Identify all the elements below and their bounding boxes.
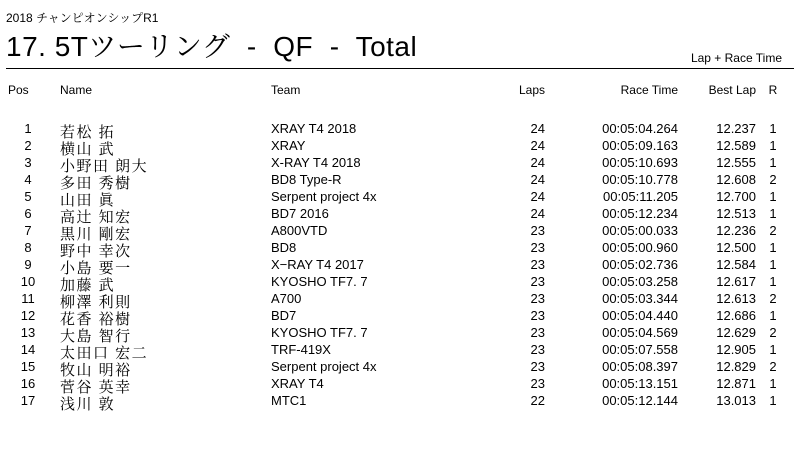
table-row bbox=[0, 308, 800, 328]
cell-pos: 5 bbox=[24, 189, 32, 204]
cell-race-time: 00:05:02.736 bbox=[602, 257, 678, 272]
table-row bbox=[0, 121, 800, 141]
cell-best-lap: 12.700 bbox=[716, 189, 756, 204]
cell-name: 菅谷 英幸 bbox=[60, 379, 132, 396]
cell-pos: 11 bbox=[21, 291, 35, 306]
cell-name: 牧山 明裕 bbox=[60, 362, 132, 379]
col-header-best-lap: Best Lap bbox=[708, 83, 756, 97]
cell-laps: 23 bbox=[530, 274, 545, 289]
col-header-r: R bbox=[768, 83, 778, 97]
table-row bbox=[0, 325, 800, 345]
cell-laps: 22 bbox=[530, 393, 545, 408]
results-table bbox=[0, 121, 800, 413]
col-header-team: Team bbox=[271, 83, 301, 97]
cell-r: 1 bbox=[769, 376, 777, 391]
cell-laps: 23 bbox=[530, 257, 545, 272]
cell-team: BD8 Type-R bbox=[271, 172, 342, 187]
cell-pos: 1 bbox=[24, 121, 32, 136]
col-header-race-time: Race Time bbox=[620, 83, 678, 97]
cell-laps: 24 bbox=[530, 206, 545, 221]
cell-pos: 16 bbox=[20, 376, 36, 391]
cell-laps: 24 bbox=[530, 121, 545, 136]
cell-name: 浅川 敦 bbox=[60, 396, 116, 413]
cell-team: XRAY bbox=[271, 138, 306, 153]
table-header bbox=[0, 83, 800, 100]
cell-r: 1 bbox=[769, 138, 777, 153]
table-row bbox=[0, 342, 800, 362]
table-row bbox=[0, 393, 800, 413]
cell-name: 山田 眞 bbox=[60, 192, 116, 209]
cell-pos: 4 bbox=[24, 172, 32, 187]
cell-pos: 13 bbox=[20, 325, 36, 340]
cell-race-time: 00:05:03.344 bbox=[602, 291, 678, 306]
cell-pos: 14 bbox=[20, 342, 36, 357]
cell-laps: 23 bbox=[530, 342, 545, 357]
cell-name: 黒川 剛宏 bbox=[60, 226, 132, 243]
cell-team: XRAY T4 2018 bbox=[271, 121, 357, 136]
cell-team: BD7 2016 bbox=[271, 206, 329, 221]
cell-best-lap: 12.237 bbox=[716, 121, 756, 136]
table-row bbox=[0, 257, 800, 277]
cell-r: 2 bbox=[769, 172, 777, 187]
cell-name: 小島 要一 bbox=[60, 260, 132, 277]
page-title: 17. 5Tツーリング - QF - Total bbox=[6, 31, 418, 62]
cell-laps: 24 bbox=[530, 189, 545, 204]
cell-laps: 23 bbox=[530, 359, 545, 374]
cell-best-lap: 12.500 bbox=[716, 240, 756, 255]
cell-pos: 9 bbox=[24, 257, 32, 272]
cell-laps: 23 bbox=[530, 291, 545, 306]
cell-pos: 10 bbox=[20, 274, 36, 289]
col-header-name: Name bbox=[60, 83, 93, 97]
cell-pos: 17 bbox=[20, 393, 36, 408]
cell-pos: 8 bbox=[24, 240, 32, 255]
table-row bbox=[0, 189, 800, 209]
cell-best-lap: 12.513 bbox=[716, 206, 756, 221]
cell-r: 1 bbox=[769, 393, 777, 408]
cell-pos: 12 bbox=[20, 308, 36, 323]
cell-team: KYOSHO TF7. 7 bbox=[271, 325, 368, 340]
cell-team: BD7 bbox=[271, 308, 297, 323]
cell-laps: 23 bbox=[530, 240, 545, 255]
table-row bbox=[0, 274, 800, 294]
cell-r: 1 bbox=[769, 342, 777, 357]
cell-race-time: 00:05:13.151 bbox=[602, 376, 678, 391]
cell-r: 1 bbox=[769, 240, 777, 255]
cell-r: 2 bbox=[769, 223, 777, 238]
cell-laps: 23 bbox=[530, 308, 545, 323]
cell-pos: 2 bbox=[24, 138, 32, 153]
table-row bbox=[0, 291, 800, 311]
cell-laps: 24 bbox=[530, 155, 545, 170]
cell-best-lap: 12.871 bbox=[716, 376, 756, 391]
cell-best-lap: 12.629 bbox=[716, 325, 756, 340]
table-row bbox=[0, 223, 800, 243]
cell-name: 高辻 知宏 bbox=[60, 209, 132, 226]
cell-race-time: 00:05:04.440 bbox=[602, 308, 678, 323]
cell-pos: 3 bbox=[24, 155, 32, 170]
cell-team: KYOSHO TF7. 7 bbox=[271, 274, 368, 289]
table-row bbox=[0, 359, 800, 379]
cell-team: A700 bbox=[271, 291, 302, 306]
cell-team: A800VTD bbox=[271, 223, 328, 238]
cell-best-lap: 12.905 bbox=[716, 342, 756, 357]
cell-team: MTC1 bbox=[271, 393, 307, 408]
cell-race-time: 00:05:11.205 bbox=[603, 189, 678, 204]
cell-r: 1 bbox=[769, 189, 777, 204]
cell-best-lap: 12.555 bbox=[716, 155, 756, 170]
cell-race-time: 00:05:12.234 bbox=[602, 206, 678, 221]
cell-team: X−RAY T4 2017 bbox=[271, 257, 364, 272]
cell-r: 2 bbox=[769, 359, 777, 374]
cell-r: 1 bbox=[769, 155, 777, 170]
cell-race-time: 00:05:03.258 bbox=[602, 274, 678, 289]
cell-laps: 23 bbox=[530, 223, 545, 238]
cell-name: 若松 拓 bbox=[60, 124, 116, 141]
cell-name: 太田口 宏二 bbox=[60, 345, 149, 362]
cell-pos: 15 bbox=[20, 359, 36, 374]
cell-best-lap: 12.608 bbox=[716, 172, 756, 187]
cell-r: 1 bbox=[769, 257, 777, 272]
cell-r: 2 bbox=[769, 291, 777, 306]
cell-name: 横山 武 bbox=[60, 141, 116, 158]
cell-team: X-RAY T4 2018 bbox=[271, 155, 361, 170]
cell-laps: 23 bbox=[530, 376, 545, 391]
cell-laps: 24 bbox=[530, 172, 545, 187]
cell-r: 1 bbox=[769, 121, 777, 136]
cell-r: 1 bbox=[769, 206, 777, 221]
cell-name: 柳澤 利則 bbox=[60, 294, 132, 311]
cell-team: TRF-419X bbox=[271, 342, 331, 357]
cell-r: 1 bbox=[769, 308, 777, 323]
cell-best-lap: 12.589 bbox=[716, 138, 756, 153]
cell-pos: 7 bbox=[24, 223, 32, 238]
cell-race-time: 00:05:12.144 bbox=[602, 393, 678, 408]
cell-r: 2 bbox=[769, 325, 777, 340]
event-subtitle: 2018 チャンピオンシップR1 bbox=[6, 11, 159, 25]
title-divider bbox=[6, 68, 794, 69]
cell-race-time: 00:05:00.033 bbox=[602, 223, 678, 238]
cell-best-lap: 13.013 bbox=[716, 393, 756, 408]
cell-race-time: 00:05:10.778 bbox=[602, 172, 678, 187]
cell-pos: 6 bbox=[24, 206, 32, 221]
cell-race-time: 00:05:10.693 bbox=[602, 155, 678, 170]
cell-race-time: 00:05:08.397 bbox=[602, 359, 678, 374]
cell-name: 加藤 武 bbox=[60, 277, 116, 294]
table-row bbox=[0, 138, 800, 158]
cell-name: 大島 智行 bbox=[60, 328, 132, 345]
table-row bbox=[0, 172, 800, 192]
cell-team: Serpent project 4x bbox=[271, 359, 377, 374]
cell-race-time: 00:05:09.163 bbox=[602, 138, 678, 153]
cell-team: Serpent project 4x bbox=[271, 189, 377, 204]
cell-name: 小野田 朗大 bbox=[60, 158, 149, 175]
table-row bbox=[0, 206, 800, 226]
table-row bbox=[0, 240, 800, 260]
cell-best-lap: 12.584 bbox=[716, 257, 756, 272]
cell-best-lap: 12.829 bbox=[716, 359, 756, 374]
cell-team: BD8 bbox=[271, 240, 297, 255]
cell-race-time: 00:05:07.558 bbox=[602, 342, 678, 357]
cell-r: 1 bbox=[769, 274, 777, 289]
cell-race-time: 00:05:00.960 bbox=[602, 240, 678, 255]
cell-name: 多田 秀樹 bbox=[60, 175, 132, 192]
cell-laps: 24 bbox=[530, 138, 545, 153]
table-row bbox=[0, 376, 800, 396]
cell-team: XRAY T4 bbox=[271, 376, 324, 391]
cell-best-lap: 12.613 bbox=[716, 291, 756, 306]
cell-race-time: 00:05:04.569 bbox=[602, 325, 678, 340]
cell-best-lap: 12.686 bbox=[716, 308, 756, 323]
col-header-laps: Laps bbox=[518, 83, 545, 97]
cell-name: 花香 裕樹 bbox=[60, 311, 132, 328]
cell-race-time: 00:05:04.264 bbox=[602, 121, 678, 136]
cell-name: 野中 幸次 bbox=[60, 243, 132, 260]
cell-best-lap: 12.236 bbox=[716, 223, 756, 238]
table-row bbox=[0, 155, 800, 175]
results-basis-note: Lap + Race Time bbox=[690, 51, 782, 65]
cell-laps: 23 bbox=[530, 325, 545, 340]
cell-best-lap: 12.617 bbox=[716, 274, 756, 289]
col-header-pos: Pos bbox=[8, 83, 29, 97]
